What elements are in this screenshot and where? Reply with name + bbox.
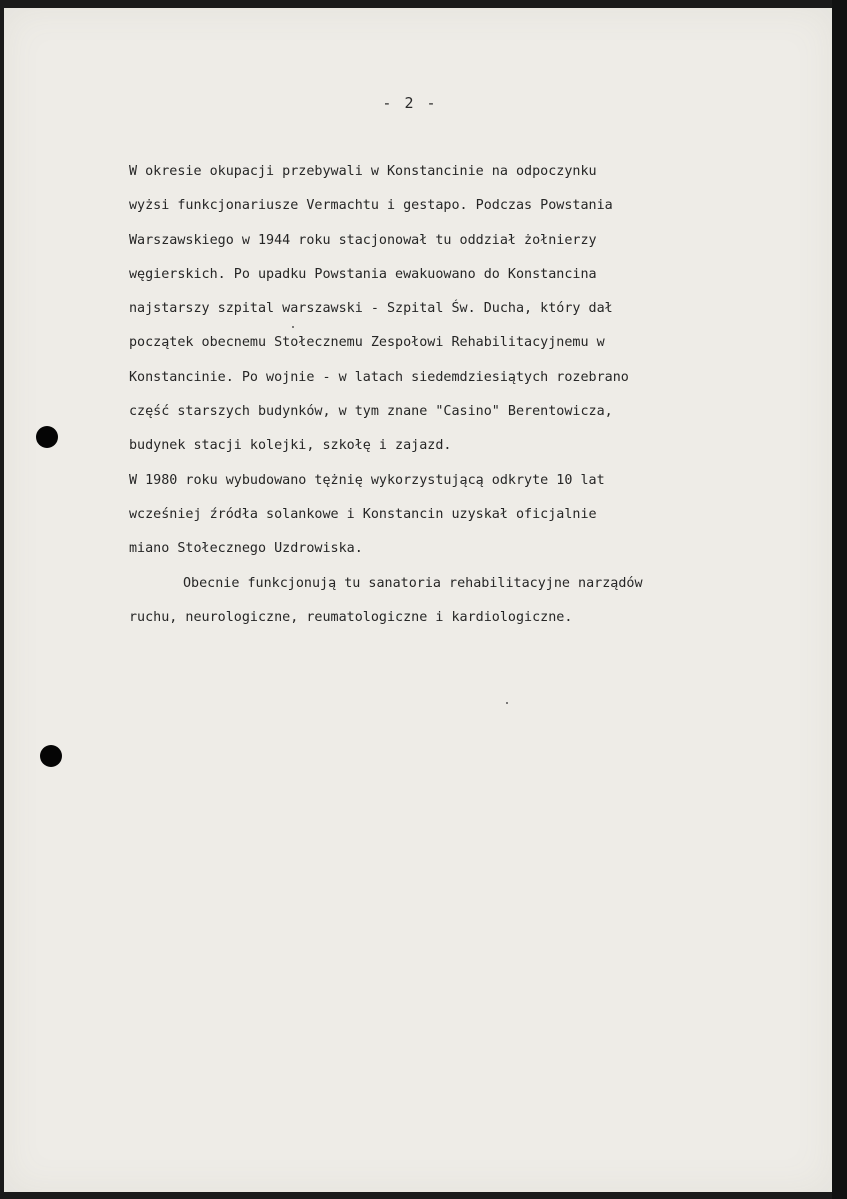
text-line: Konstancinie. Po wojnie - w latach siedemdziesiątych rozebrano	[129, 369, 629, 385]
page-number: - 2 -	[382, 94, 438, 112]
text-line: część starszych budynków, w tym znane "Casino" Berentowicza,	[129, 404, 613, 420]
text-line: początek obecnemu Stołecznemu Zespołowi Rehabilitacyjnemu w	[129, 335, 605, 351]
text-line: W 1980 roku wybudowano tężnię wykorzystującą odkryte 10 lat	[129, 472, 605, 488]
text-line: W okresie okupacji przebywali w Konstancinie na odpoczynku	[129, 164, 597, 179]
text-line: budynek stacji kolejki, szkołę i zajazd.	[129, 438, 452, 454]
text-line: węgierskich. Po upadku Powstania ewakuowano do Konstancina	[129, 266, 597, 282]
punch-hole-bottom	[40, 745, 62, 767]
scan-edge	[832, 0, 847, 1199]
paper-speck	[506, 702, 508, 704]
text-line: miano Stołecznego Uzdrowiska.	[129, 541, 363, 557]
text-line: wcześniej źródła solankowe i Konstancin uzyskał oficjalnie	[129, 506, 597, 522]
text-line: najstarszy szpital warszawski - Szpital Św. Ducha, który dał	[129, 301, 613, 317]
text-line: Warszawskiego w 1944 roku stacjonował tu oddział żołnierzy	[129, 232, 597, 248]
punch-hole-top	[36, 426, 58, 448]
document-body	[129, 155, 819, 635]
text-line-paragraph-start: Obecnie funkcjonują tu sanatoria rehabilitacyjne narządów	[183, 575, 643, 591]
text-line: ruchu, neurologiczne, reumatologiczne i kardiologiczne.	[129, 609, 573, 625]
text-line: wyżsi funkcjonariusze Vermachtu i gestapo. Podczas Powstania	[129, 198, 613, 214]
